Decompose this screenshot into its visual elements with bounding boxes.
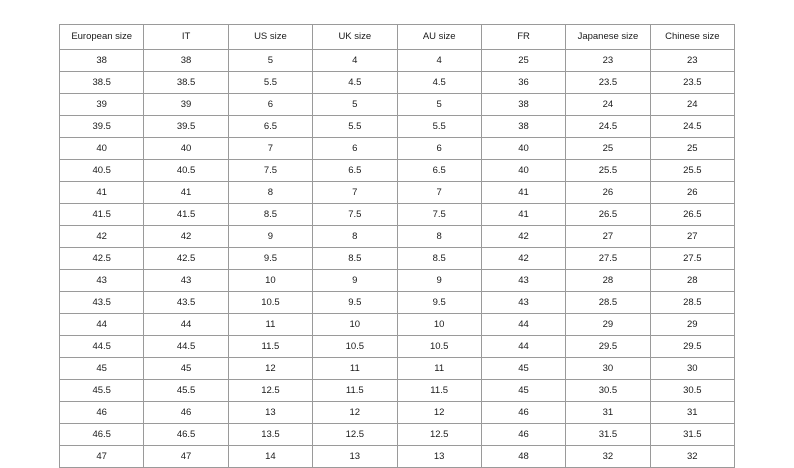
- table-row: [60, 270, 735, 292]
- cell-japanese-size: 26.5: [566, 204, 650, 226]
- column-header-uk-size: UK size: [313, 25, 397, 50]
- cell-it: 42.5: [144, 248, 228, 270]
- cell-chinese-size: 24.5: [650, 116, 734, 138]
- cell-fr: 42: [481, 226, 565, 248]
- cell-uk-size: 8.5: [313, 248, 397, 270]
- cell-uk-size: 8: [313, 226, 397, 248]
- table-row: [60, 402, 735, 424]
- cell-us-size: 6: [228, 94, 312, 116]
- cell-european-size: 45.5: [60, 380, 144, 402]
- cell-it: 39: [144, 94, 228, 116]
- cell-european-size: 44: [60, 314, 144, 336]
- cell-it: 45: [144, 358, 228, 380]
- cell-au-size: 10: [397, 314, 481, 336]
- table-row: [60, 336, 735, 358]
- cell-fr: 43: [481, 292, 565, 314]
- cell-uk-size: 11.5: [313, 380, 397, 402]
- cell-japanese-size: 23.5: [566, 72, 650, 94]
- cell-us-size: 10.5: [228, 292, 312, 314]
- cell-au-size: 7: [397, 182, 481, 204]
- cell-chinese-size: 31.5: [650, 424, 734, 446]
- cell-it: 42: [144, 226, 228, 248]
- table-row: [60, 50, 735, 72]
- table-row: [60, 94, 735, 116]
- cell-it: 44: [144, 314, 228, 336]
- cell-us-size: 7.5: [228, 160, 312, 182]
- cell-european-size: 38.5: [60, 72, 144, 94]
- cell-it: 46: [144, 402, 228, 424]
- cell-fr: 48: [481, 446, 565, 468]
- cell-uk-size: 13: [313, 446, 397, 468]
- cell-uk-size: 12: [313, 402, 397, 424]
- cell-chinese-size: 30: [650, 358, 734, 380]
- cell-uk-size: 7: [313, 182, 397, 204]
- cell-it: 44.5: [144, 336, 228, 358]
- column-header-european-size: European size: [60, 25, 144, 50]
- table-row: [60, 138, 735, 160]
- cell-european-size: 47: [60, 446, 144, 468]
- cell-au-size: 11.5: [397, 380, 481, 402]
- cell-us-size: 9.5: [228, 248, 312, 270]
- column-header-au-size: AU size: [397, 25, 481, 50]
- cell-us-size: 13.5: [228, 424, 312, 446]
- cell-fr: 43: [481, 270, 565, 292]
- size-conversion-table-container: [59, 24, 735, 468]
- cell-fr: 41: [481, 204, 565, 226]
- cell-us-size: 5.5: [228, 72, 312, 94]
- cell-it: 38.5: [144, 72, 228, 94]
- cell-european-size: 43: [60, 270, 144, 292]
- table-body: [60, 50, 735, 468]
- table-row: [60, 380, 735, 402]
- cell-it: 45.5: [144, 380, 228, 402]
- column-header-us-size: US size: [228, 25, 312, 50]
- cell-uk-size: 12.5: [313, 424, 397, 446]
- table-row: [60, 204, 735, 226]
- cell-japanese-size: 27.5: [566, 248, 650, 270]
- cell-au-size: 6.5: [397, 160, 481, 182]
- cell-chinese-size: 28.5: [650, 292, 734, 314]
- table-header-row: [60, 25, 735, 50]
- cell-us-size: 5: [228, 50, 312, 72]
- cell-chinese-size: 25.5: [650, 160, 734, 182]
- table-row: [60, 160, 735, 182]
- cell-au-size: 7.5: [397, 204, 481, 226]
- column-header-chinese-size: Chinese size: [650, 25, 734, 50]
- cell-chinese-size: 27.5: [650, 248, 734, 270]
- cell-it: 38: [144, 50, 228, 72]
- cell-us-size: 12: [228, 358, 312, 380]
- cell-us-size: 7: [228, 138, 312, 160]
- cell-it: 39.5: [144, 116, 228, 138]
- cell-fr: 46: [481, 402, 565, 424]
- table-row: [60, 292, 735, 314]
- cell-european-size: 40.5: [60, 160, 144, 182]
- cell-european-size: 41.5: [60, 204, 144, 226]
- cell-fr: 38: [481, 94, 565, 116]
- cell-au-size: 9: [397, 270, 481, 292]
- table-row: [60, 446, 735, 468]
- cell-au-size: 12.5: [397, 424, 481, 446]
- cell-fr: 25: [481, 50, 565, 72]
- cell-fr: 41: [481, 182, 565, 204]
- table-row: [60, 226, 735, 248]
- table-row: [60, 182, 735, 204]
- cell-au-size: 5.5: [397, 116, 481, 138]
- cell-european-size: 39: [60, 94, 144, 116]
- cell-it: 46.5: [144, 424, 228, 446]
- column-header-japanese-size: Japanese size: [566, 25, 650, 50]
- cell-japanese-size: 32: [566, 446, 650, 468]
- cell-fr: 38: [481, 116, 565, 138]
- cell-uk-size: 6: [313, 138, 397, 160]
- cell-japanese-size: 28: [566, 270, 650, 292]
- cell-us-size: 8.5: [228, 204, 312, 226]
- cell-au-size: 9.5: [397, 292, 481, 314]
- cell-chinese-size: 30.5: [650, 380, 734, 402]
- cell-japanese-size: 29.5: [566, 336, 650, 358]
- cell-au-size: 5: [397, 94, 481, 116]
- cell-chinese-size: 23: [650, 50, 734, 72]
- table-row: [60, 116, 735, 138]
- cell-fr: 46: [481, 424, 565, 446]
- cell-chinese-size: 31: [650, 402, 734, 424]
- cell-japanese-size: 24.5: [566, 116, 650, 138]
- cell-uk-size: 7.5: [313, 204, 397, 226]
- cell-uk-size: 6.5: [313, 160, 397, 182]
- cell-it: 41: [144, 182, 228, 204]
- cell-us-size: 6.5: [228, 116, 312, 138]
- cell-chinese-size: 29: [650, 314, 734, 336]
- cell-japanese-size: 29: [566, 314, 650, 336]
- cell-us-size: 11.5: [228, 336, 312, 358]
- cell-au-size: 8: [397, 226, 481, 248]
- cell-fr: 45: [481, 358, 565, 380]
- cell-chinese-size: 24: [650, 94, 734, 116]
- cell-au-size: 12: [397, 402, 481, 424]
- cell-au-size: 10.5: [397, 336, 481, 358]
- cell-european-size: 44.5: [60, 336, 144, 358]
- column-header-it: IT: [144, 25, 228, 50]
- column-header-fr: FR: [481, 25, 565, 50]
- cell-japanese-size: 30.5: [566, 380, 650, 402]
- cell-us-size: 13: [228, 402, 312, 424]
- cell-uk-size: 11: [313, 358, 397, 380]
- cell-it: 40: [144, 138, 228, 160]
- cell-european-size: 42: [60, 226, 144, 248]
- cell-chinese-size: 28: [650, 270, 734, 292]
- cell-fr: 40: [481, 138, 565, 160]
- cell-japanese-size: 25: [566, 138, 650, 160]
- size-conversion-table: [59, 24, 735, 468]
- cell-au-size: 8.5: [397, 248, 481, 270]
- cell-fr: 44: [481, 314, 565, 336]
- cell-it: 47: [144, 446, 228, 468]
- cell-european-size: 38: [60, 50, 144, 72]
- cell-uk-size: 10.5: [313, 336, 397, 358]
- table-header: [60, 25, 735, 50]
- cell-european-size: 39.5: [60, 116, 144, 138]
- cell-european-size: 43.5: [60, 292, 144, 314]
- cell-japanese-size: 31.5: [566, 424, 650, 446]
- cell-it: 43.5: [144, 292, 228, 314]
- cell-fr: 44: [481, 336, 565, 358]
- cell-fr: 42: [481, 248, 565, 270]
- table-row: [60, 314, 735, 336]
- cell-it: 43: [144, 270, 228, 292]
- cell-japanese-size: 26: [566, 182, 650, 204]
- cell-chinese-size: 29.5: [650, 336, 734, 358]
- cell-uk-size: 5: [313, 94, 397, 116]
- cell-au-size: 4: [397, 50, 481, 72]
- cell-uk-size: 5.5: [313, 116, 397, 138]
- table-row: [60, 358, 735, 380]
- table-row: [60, 424, 735, 446]
- cell-chinese-size: 32: [650, 446, 734, 468]
- cell-european-size: 41: [60, 182, 144, 204]
- cell-uk-size: 9: [313, 270, 397, 292]
- cell-au-size: 4.5: [397, 72, 481, 94]
- cell-fr: 45: [481, 380, 565, 402]
- cell-uk-size: 4: [313, 50, 397, 72]
- cell-us-size: 10: [228, 270, 312, 292]
- cell-uk-size: 4.5: [313, 72, 397, 94]
- cell-au-size: 11: [397, 358, 481, 380]
- cell-chinese-size: 26: [650, 182, 734, 204]
- cell-european-size: 45: [60, 358, 144, 380]
- cell-fr: 40: [481, 160, 565, 182]
- cell-us-size: 9: [228, 226, 312, 248]
- cell-chinese-size: 25: [650, 138, 734, 160]
- cell-chinese-size: 23.5: [650, 72, 734, 94]
- cell-au-size: 6: [397, 138, 481, 160]
- cell-us-size: 12.5: [228, 380, 312, 402]
- table-row: [60, 248, 735, 270]
- cell-japanese-size: 24: [566, 94, 650, 116]
- cell-au-size: 13: [397, 446, 481, 468]
- cell-japanese-size: 31: [566, 402, 650, 424]
- cell-us-size: 8: [228, 182, 312, 204]
- cell-us-size: 11: [228, 314, 312, 336]
- cell-it: 40.5: [144, 160, 228, 182]
- cell-chinese-size: 26.5: [650, 204, 734, 226]
- cell-japanese-size: 27: [566, 226, 650, 248]
- cell-chinese-size: 27: [650, 226, 734, 248]
- cell-european-size: 46.5: [60, 424, 144, 446]
- cell-uk-size: 10: [313, 314, 397, 336]
- cell-japanese-size: 25.5: [566, 160, 650, 182]
- cell-fr: 36: [481, 72, 565, 94]
- cell-european-size: 46: [60, 402, 144, 424]
- cell-european-size: 40: [60, 138, 144, 160]
- cell-it: 41.5: [144, 204, 228, 226]
- table-row: [60, 72, 735, 94]
- cell-japanese-size: 23: [566, 50, 650, 72]
- cell-japanese-size: 30: [566, 358, 650, 380]
- cell-japanese-size: 28.5: [566, 292, 650, 314]
- cell-us-size: 14: [228, 446, 312, 468]
- cell-european-size: 42.5: [60, 248, 144, 270]
- cell-uk-size: 9.5: [313, 292, 397, 314]
